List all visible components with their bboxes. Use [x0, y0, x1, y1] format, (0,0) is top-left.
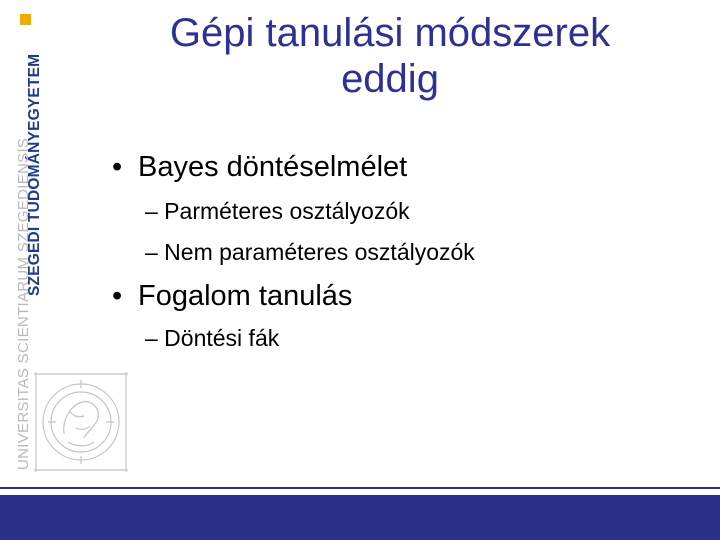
slide-title: [120, 10, 660, 102]
bullet-text: Bayes döntéselmélet: [138, 151, 408, 183]
bottom-bar: [0, 495, 720, 540]
slide-title-line-2: eddig: [341, 57, 439, 101]
bullet-dot-icon: •: [112, 151, 123, 183]
bullet-item-2: [112, 279, 352, 313]
bullet-item-1: [112, 150, 407, 184]
bullet-dot-icon: •: [112, 280, 123, 312]
university-latin-name: UNIVERSITAS SCIENTIARUM SZEGEDIENSIS: [15, 137, 32, 470]
university-seal-icon: [34, 372, 128, 472]
sub-bullet-item-1: – Parméteres osztályozók: [145, 198, 410, 224]
slide-title-line-1: Gépi tanulási módszerek: [169, 11, 611, 55]
sub-bullet-item-3: – Döntési fák: [145, 325, 280, 351]
sub-bullet-item-2: – Nem paraméteres osztályozók: [145, 239, 475, 265]
bottom-divider: [0, 487, 720, 489]
bullet-text: Fogalom tanulás: [138, 280, 353, 312]
logo-square-icon: [20, 14, 31, 25]
university-name: SZEGEDI TUDOMÁNYEGYETEM: [26, 53, 43, 296]
